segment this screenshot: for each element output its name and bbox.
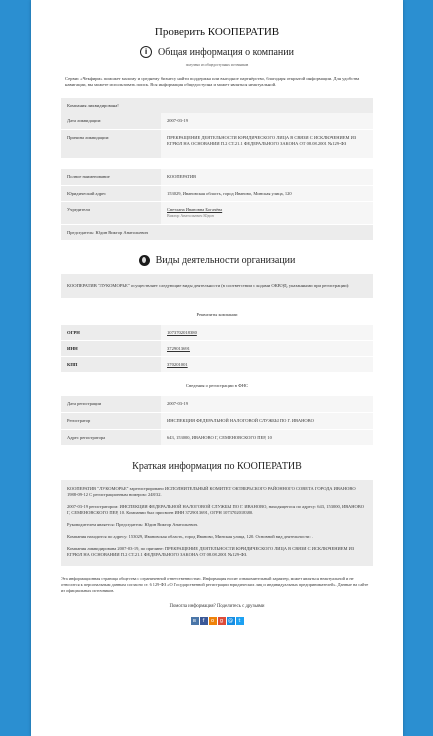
founders-value xyxy=(161,202,373,224)
founders-label: Учредители xyxy=(61,202,161,224)
vk-icon[interactable]: в xyxy=(191,617,199,625)
full-name-label: Полное наименование xyxy=(61,169,161,185)
requisites-heading: Реквизиты компании xyxy=(196,312,238,318)
liquidation-reason-label: Причина ликвидации: xyxy=(61,130,161,159)
twitter-icon[interactable]: t xyxy=(236,617,244,625)
summary-paragraph: Компания ликвидирована 2007-03-19, по причине: ПРЕКРАЩЕНИЕ ДЕЯТЕЛЬНОСТИ ЮРИДИЧЕСКОГО ЛИЦА В СВЯЗИ С ИСКЛЮЧЕНИЕМ ИЗ ЕГРЮЛ НА ОСНОВАНИИ П.2 СТ.21.1 ФЕДЕРАЛЬНОГО ЗАКОНА ОТ 08.08.2001 №129-ФЗ. xyxy=(67,546,355,558)
liquidation-date-value: 2007-03-19 xyxy=(161,113,373,129)
summary-heading: Краткая информация по КООПЕРАТИВ xyxy=(132,461,302,473)
kpp-label: КПП xyxy=(61,357,161,373)
activities-text: КООПЕРАТИВ "ЛУКОМОРЬЕ" осуществляет следующие виды деятельности (в соответствии с кодами ОКВЭД, указанными при регистрации): xyxy=(61,274,373,298)
reg-date-value: 2007-03-19 xyxy=(161,396,373,412)
odnoklassniki-icon[interactable]: о xyxy=(209,617,217,625)
disclaimer-text: Эта информационная страница общества с ограниченной ответственностью. Информация носит ознакомительный характер, может являться неактуальной и не относится к персональным данным согласно ст. 6 129-ФЗ «О Государственной регистрации юридических лиц и индивидуальных предпринимателей». Данные на сайте из официальных источников. xyxy=(61,576,369,593)
source-note: получено из общедоступных источников xyxy=(185,63,249,67)
table-row xyxy=(61,357,373,373)
page-title: Проверить КООПЕРАТИВ xyxy=(154,26,280,38)
summary-paragraph: КООПЕРАТИВ "ЛУКОМОРЬЕ" зарегистрировано ИСПОЛНИТЕЛЬНЫЙ КОМИТЕТ ОКТЯБРЬСКОГО РАЙОННОГО СОВЕТА ГОРОДА ИВАНОВО 1988-09-12 С регистрационным номером: 248/32. xyxy=(67,486,356,498)
reg-date-label: Дата регистрации xyxy=(61,396,161,412)
report-page xyxy=(31,0,403,736)
ogrn-value xyxy=(161,325,373,341)
summary-paragraph: 2007-03-19 регистратором: ИНСПЕКЦИЯ ФЕДЕРАЛЬНОЙ НАЛОГОВОЙ СЛУЖБЫ ПО Г. ИВАНОВО, находящегося по адресу: 643, 153000, ИВАНОВО Г, СЕМЕНОВСКОГО ПЕР, 10. Компании был присвоен ИНН 3729013691, ОГРН 1073702018380. xyxy=(67,504,365,516)
registrar-address-label: Адрес регистратора xyxy=(61,429,161,446)
summary-paragraph: Компания находится по адресу: 153029, Ивановская область, город Иваново, Минская улица, 120. Основной вид деятельности: . xyxy=(67,534,313,540)
registrar-value: ИНСПЕКЦИЯ ФЕДЕРАЛЬНОЙ НАЛОГОВОЙ СЛУЖБЫ ПО Г. ИВАНОВО xyxy=(161,412,373,429)
summary-paragraph: Руководителем является: Председатель: Юдин Виктор Анатольевич. xyxy=(67,522,199,528)
liquidation-reason-value: ПРЕКРАЩЕНИЕ ДЕЯТЕЛЬНОСТИ ЮРИДИЧЕСКОГО ЛИЦА В СВЯЗИ С ИСКЛЮЧЕНИЕМ ИЗ ЕГРЮЛ НА ОСНОВАНИИ П.2 СТ.21.1 ФЕДЕРАЛЬНОГО ЗАКОНА ОТ 08.08.2001 №129-ФЗ xyxy=(161,130,373,159)
table-row xyxy=(61,130,373,159)
table-row xyxy=(61,429,373,446)
share-buttons xyxy=(61,617,373,625)
registration-table xyxy=(61,396,373,446)
table-row xyxy=(61,341,373,357)
registration-heading: Сведения о регистрации в ФНС xyxy=(185,383,249,389)
intro-text: Сервис «Чекфирм» поможет малому и среднему бизнесу найти поддержка или выгодное партнёрство, благодаря открытой информации. Для удобства навигации, вы можете использовать поиск. Вся информация общедоступна и может являться неактуальной. xyxy=(65,76,360,88)
legal-address-value: 153029, Ивановская область, город Иваново, Минская улица, 120 xyxy=(161,185,373,202)
inn-label: ИНН xyxy=(61,341,161,357)
inn-link[interactable]: 3729013691 xyxy=(167,346,190,352)
table-row xyxy=(61,412,373,429)
mailru-icon[interactable]: @ xyxy=(228,617,233,624)
kpp-value xyxy=(161,357,373,373)
table-row xyxy=(61,325,373,341)
activities-heading-text: Виды деятельности организации xyxy=(155,255,296,267)
table-row xyxy=(61,202,373,224)
table-row xyxy=(61,185,373,202)
table-row xyxy=(61,224,373,241)
requisites-table xyxy=(61,325,373,373)
google-plus-icon[interactable]: g xyxy=(218,617,226,625)
inn-value xyxy=(161,341,373,357)
registrar-label: Регистратор xyxy=(61,412,161,429)
liquidation-table xyxy=(61,113,373,159)
table-row xyxy=(61,169,373,185)
activities-section-heading xyxy=(61,255,373,266)
general-section-heading xyxy=(61,46,373,58)
info-icon: i xyxy=(140,46,152,58)
liquidation-date-label: Дата ликвидации: xyxy=(61,113,161,129)
help-prompt: Помогла информация? Поделитесь с друзьями xyxy=(169,603,265,609)
director-value: Председатель: Юдин Виктор Анатольевич xyxy=(61,224,373,241)
ogrn-label: ОГРН xyxy=(61,325,161,341)
registrar-address-value: 643, 153000, ИВАНОВО Г, СЕМЕНОВСКОГО ПЕР, 10 xyxy=(161,429,373,446)
facebook-icon[interactable]: f xyxy=(200,617,208,625)
full-name-value: КООПЕРАТИВ xyxy=(161,169,373,185)
table-row xyxy=(61,396,373,412)
summary-box xyxy=(61,480,373,566)
globe-icon xyxy=(139,255,150,266)
table-row xyxy=(61,113,373,129)
legal-address-label: Юридический адрес xyxy=(61,185,161,202)
general-heading-text: Общая информация о компании xyxy=(158,46,294,58)
founder-link[interactable]: Светлана Ивановна Богачёва xyxy=(167,207,223,213)
ogrn-link[interactable]: 1073702018380 xyxy=(167,330,197,336)
status-box: Компания ликвидирована! xyxy=(61,98,373,113)
founder-sub: Виктор Анатольевич Юдин xyxy=(167,212,214,218)
kpp-link[interactable]: 370201001 xyxy=(167,362,188,368)
details-table xyxy=(61,169,373,241)
